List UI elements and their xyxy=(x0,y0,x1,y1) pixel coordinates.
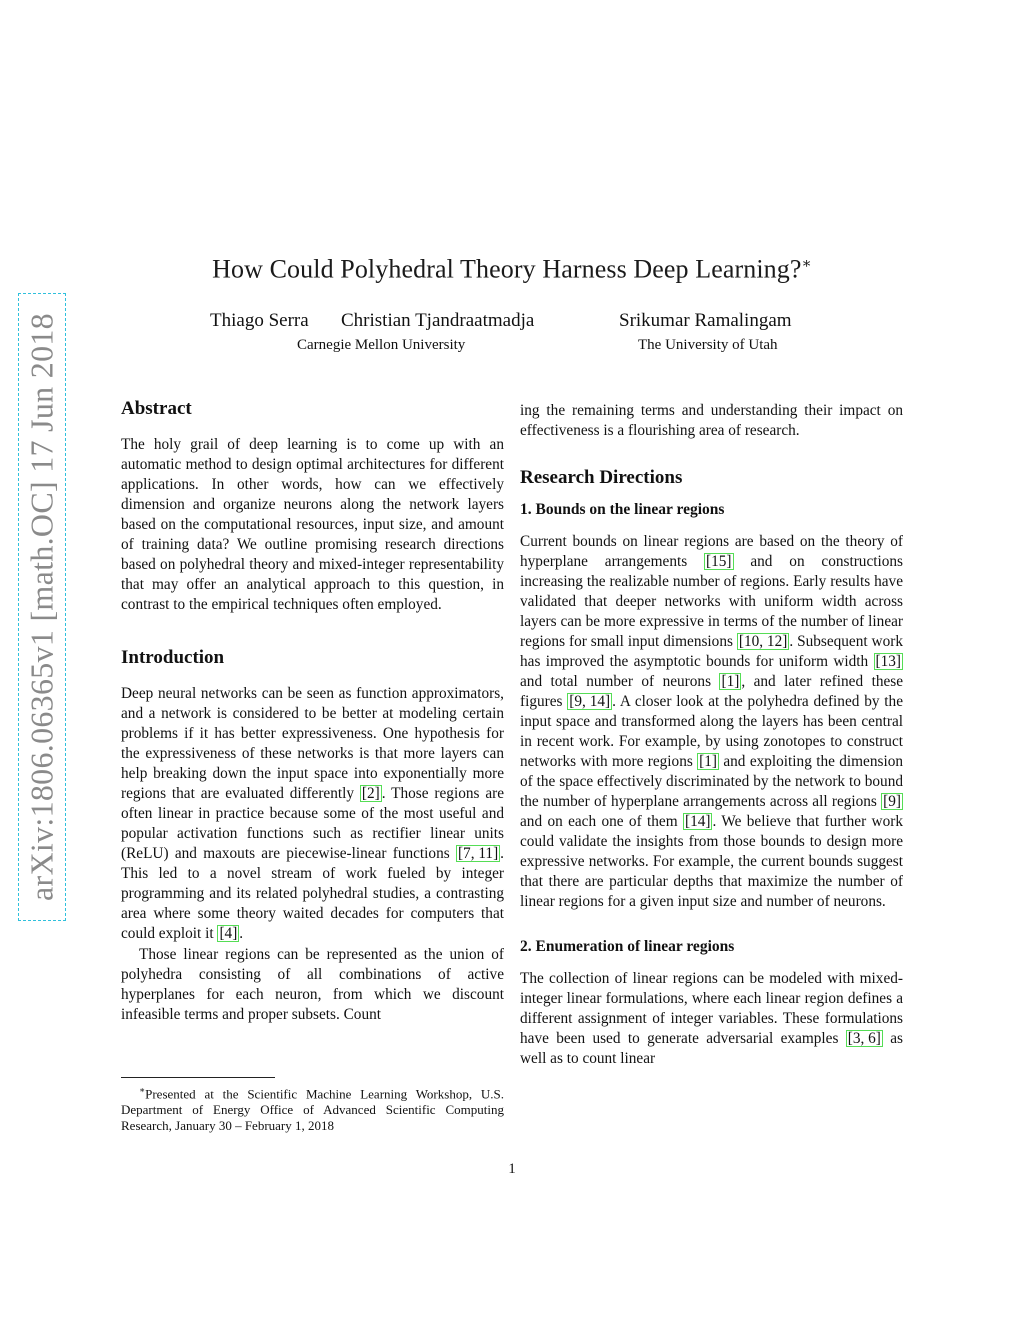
citation-link[interactable]: [10, 12] xyxy=(738,633,788,650)
paper-title xyxy=(0,254,1024,285)
section-2-text: The collection of linear regions can be modeled with mixed-integer linear formulations, where each linear region defines a different assignment of integer variables. These formulations have been used to generate adversarial examples [3, 6] as well as to count linear xyxy=(520,970,903,1067)
arxiv-id: arXiv:1806.06365v1 [math.OC] 17 Jun 2018 xyxy=(23,313,60,901)
left-column xyxy=(121,398,504,1025)
page-number: 1 xyxy=(508,1161,516,1177)
abstract-text: The holy grail of deep learning is to come up with an automatic method to design optimal architectures for different applications. In other words, how can we effectively dimension and organize neurons along the network layers based on the computational resources, input size, and amount of training data? We outline promising research directions based on polyhedral theory and mixed-integer representability that may offer an analytical approach to this question, in contrast to the empirical techniques often employed. xyxy=(121,436,504,613)
section-2-heading: 2. Enumeration of linear regions xyxy=(520,938,735,955)
introduction-heading: Introduction xyxy=(121,647,225,668)
right-column xyxy=(520,401,903,1069)
citation-link[interactable]: [15] xyxy=(706,553,732,570)
citation-link[interactable]: [3, 6] xyxy=(847,1030,881,1047)
citation-link[interactable]: [2] xyxy=(361,785,380,802)
continued-paragraph: ing the remaining terms and understanding their impact on effectiveness is a flourishing area of research. xyxy=(520,402,903,439)
intro-paragraph-2: Those linear regions can be represented as the union of polyhedra consisting of all combinations of active hyperplanes for each neuron, from which we discount infeasible terms and proper subsets. Count xyxy=(121,946,504,1023)
section-1-heading: 1. Bounds on the linear regions xyxy=(520,501,725,518)
author-serra: Thiago Serra xyxy=(210,310,309,331)
author-ramalingam: Srikumar Ramalingam xyxy=(619,310,792,331)
title-footnote-mark[interactable]: ∗ xyxy=(801,256,812,272)
author-tjandraatmadja: Christian Tjandraatmadja xyxy=(341,310,535,331)
footnote-text: Presented at the Scientific Machine Learning Workshop, U.S. Department of Energy Office of Advanced Scientific Computing Research, January 30 – February 1, 2018 xyxy=(121,1086,504,1134)
affiliation-utah: The University of Utah xyxy=(638,337,778,353)
citation-link[interactable]: [7, 11] xyxy=(457,845,499,862)
footnote-mark: ∗ xyxy=(139,1085,146,1095)
section-1-text: Current bounds on linear regions are based on the theory of hyperplane arrangements [15] and on constructions increasing the realizable number of regions. Early results have validated that deeper networks with uniform width across layers can be more expressive in terms of the number of linear regions for small input dimensions [10, 12] . Subsequent work has improved the asymptotic bounds for uniform width [13] and total number of neurons [1] , and later refined these figures [9, 14] . A closer look at the polyhedra defined by the input space and transformed along the layers has been central in recent work. For example, by using zonotopes to construct networks with more regions [1] and exploiting the dimension of the space effectively discriminated by the network to bound the number of hyperplane arrangements across all regions [9] and on each one of them [14] . We believe that further work could validate the insights from those bounds to design more expressive networks. For example, the current bounds suggest that there are particular depths that maximize the number of linear regions for a given input size and number of neurons. xyxy=(520,533,904,910)
abstract-heading: Abstract xyxy=(121,398,192,419)
arxiv-sidebar[interactable] xyxy=(18,293,66,921)
affiliation-cmu: Carnegie Mellon University xyxy=(297,337,466,353)
citation-link[interactable]: [1] xyxy=(721,673,740,690)
footnote-rule xyxy=(121,1077,275,1078)
research-directions-heading: Research Directions xyxy=(520,467,683,488)
citation-link[interactable]: [9] xyxy=(883,793,901,810)
title-text: How Could Polyhedral Theory Harness Deep Learning? xyxy=(212,254,802,284)
footnote xyxy=(121,1082,504,1134)
citation-link[interactable]: [14] xyxy=(684,813,711,830)
citation-link[interactable]: [13] xyxy=(875,653,901,670)
intro-paragraph-1: Deep neural networks can be seen as function approximators, and a network is considered to be better at modeling certain problems if it has better expressiveness. One hypothesis for the expressiveness of these networks is that more layers can help breaking down the input space into exponentially more regions that are evaluated differently [2] . Those regions are often linear in practice because some of the most useful and popular activation functions such as rectifier linear units (ReLU) and maxouts are piecewise-linear functions [7, 11] . This led to a novel stream of work fueled by integer programming and its related polyhedral studies, a contrasting area where some theory waited decades for computers that could exploit it [4] . xyxy=(121,685,505,942)
citation-link[interactable]: [1] xyxy=(699,753,718,770)
citation-link[interactable]: [4] xyxy=(219,925,238,942)
citation-link[interactable]: [9, 14] xyxy=(569,693,611,710)
